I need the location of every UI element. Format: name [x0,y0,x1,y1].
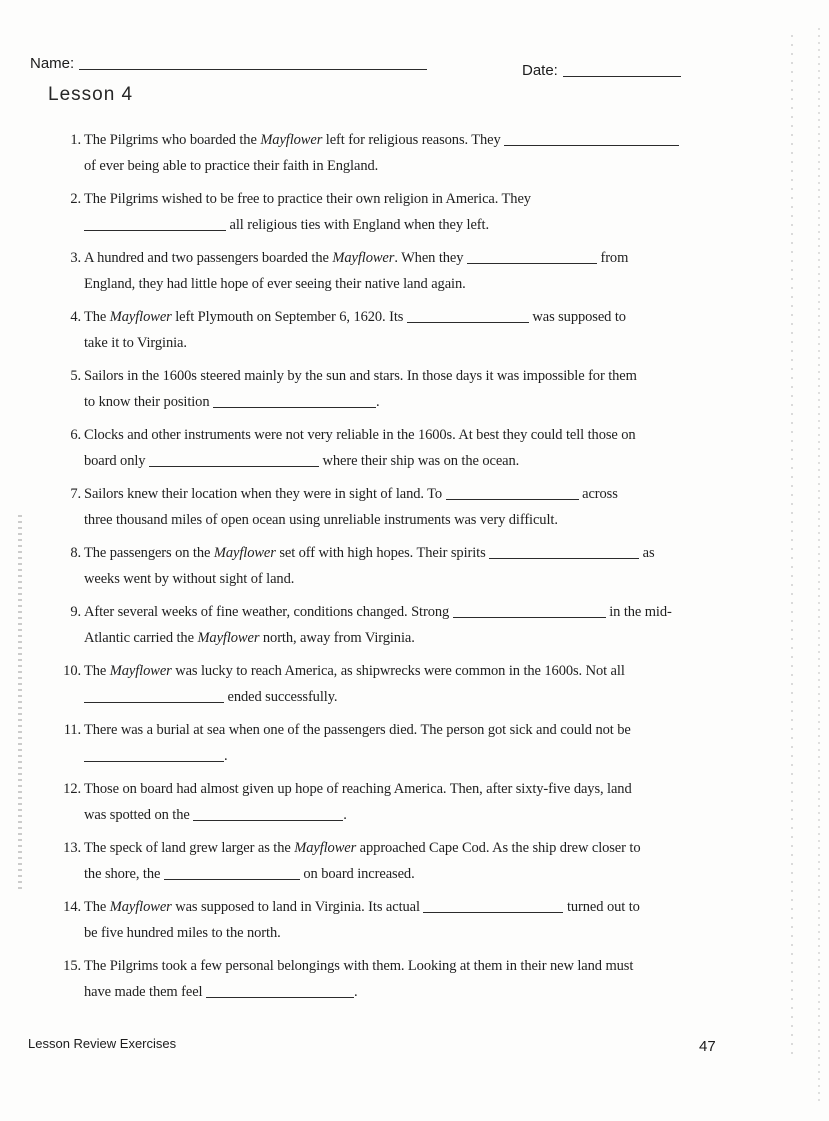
question-number: 9. [70,604,81,620]
lesson-title: Lesson 4 [48,84,134,105]
fill-in-blank-line [84,749,224,762]
question-text [84,186,793,238]
name-field-group [30,55,427,72]
question-number: 12. [63,781,81,797]
question-line: take it to Virginia. [84,335,187,351]
scan-artifact-left-margin [18,515,22,893]
question-line: A hundred and two passengers boarded the Mayflower. When they from [84,250,629,266]
question-number: 1. [70,132,81,148]
question-line: Clocks and other instruments were not very reliable in the 1600s. At best they could tell those on [84,427,636,443]
question-number: 13. [63,840,81,856]
question-row [48,540,793,592]
question-line: of ever being able to practice their faith in England. [84,158,379,174]
fill-in-blank-line [446,487,579,500]
fill-in-blank-line [423,900,563,913]
date-label: Date: [522,62,558,79]
questions-list [48,127,793,1012]
question-text [84,658,793,710]
question-row [48,422,793,474]
question-text [84,245,793,297]
question-number: 15. [63,958,81,974]
question-text [84,835,793,887]
question-text [84,540,793,592]
fill-in-blank-line [489,546,639,559]
question-line: The Pilgrims who boarded the Mayflower left for religious reasons. They [84,127,793,153]
question-line: The Mayflower was lucky to reach America, as shipwrecks were common in the 1600s. Not all [84,663,625,679]
question-row [48,186,793,238]
fill-in-blank-line [504,133,679,146]
question-line: board only where their ship was on the ocean. [84,453,520,469]
footer-label: Lesson Review Exercises [28,1036,177,1051]
question-row [48,894,793,946]
question-number: 2. [70,191,81,207]
question-text [84,894,793,946]
question-text [84,481,793,533]
question-line: Atlantic carried the Mayflower north, away from Virginia. [84,630,415,646]
date-write-line [563,64,681,77]
question-text [84,363,793,415]
question-text [84,953,793,1005]
question-number: 14. [63,899,81,915]
question-line: England, they had little hope of ever seeing their native land again. [84,276,466,292]
scan-artifact-right-line-1 [791,35,793,1060]
question-line: The passengers on the Mayflower set off with high hopes. Their spirits as [84,545,655,561]
question-line: There was a burial at sea when one of the passengers died. The person got sick and could not be [84,722,631,738]
fill-in-blank-line [213,395,376,408]
question-line: three thousand miles of open ocean using unreliable instruments was very difficult. [84,512,558,528]
question-text [84,422,793,474]
fill-in-blank-line [164,867,300,880]
scan-artifact-right-line-2 [818,28,820,1105]
question-text [84,127,793,179]
question-line: have made them feel . [84,984,358,1000]
question-line: The speck of land grew larger as the Mayflower approached Cape Cod. As the ship drew closer to [84,840,641,856]
question-text [84,776,793,828]
question-row [48,245,793,297]
question-line: After several weeks of fine weather, conditions changed. Strong in the mid- [84,604,672,620]
question-text [84,717,793,769]
page-number: 47 [699,1038,716,1055]
question-number: 10. [63,663,81,679]
fill-in-blank-line [407,310,529,323]
question-line: all religious ties with England when they left. [84,212,793,238]
question-number: 4. [70,309,81,325]
fill-in-blank-line [84,690,224,703]
question-row [48,127,793,179]
header-row [0,55,829,81]
question-number: 11. [63,722,81,738]
question-row [48,599,793,651]
fill-in-blank-line [84,218,226,231]
question-line: . [84,743,793,769]
question-row [48,658,793,710]
question-line: The Pilgrims wished to be free to practice their own religion in America. They [84,191,531,207]
question-line: ended successfully. [84,684,793,710]
name-write-line [79,57,427,70]
question-text [84,599,793,651]
question-line: to know their position . [84,394,380,410]
question-line: The Pilgrims took a few personal belongings with them. Looking at them in their new land must [84,958,634,974]
question-text [84,304,793,356]
question-row [48,481,793,533]
question-row [48,835,793,887]
question-line: weeks went by without sight of land. [84,571,295,587]
name-label: Name: [30,55,75,72]
date-field-group [522,62,681,79]
question-row [48,776,793,828]
question-row [48,717,793,769]
fill-in-blank-line [467,251,597,264]
question-row [48,953,793,1005]
fill-in-blank-line [149,454,319,467]
question-line: the shore, the on board increased. [84,866,415,882]
fill-in-blank-line [206,985,354,998]
question-number: 5. [70,368,81,384]
fill-in-blank-line [193,808,343,821]
question-line: Sailors knew their location when they were in sight of land. To across [84,486,618,502]
question-line: The Mayflower was supposed to land in Virginia. Its actual turned out to [84,899,640,915]
question-number: 6. [70,427,81,443]
question-line: Sailors in the 1600s steered mainly by the sun and stars. In those days it was impossible for them [84,368,637,384]
question-row [48,363,793,415]
question-number: 7. [70,486,81,502]
fill-in-blank-line [453,605,606,618]
question-line: was spotted on the . [84,807,347,823]
question-row [48,304,793,356]
question-number: 8. [70,545,81,561]
question-number: 3. [70,250,81,266]
question-line: The Mayflower left Plymouth on September 6, 1620. Its was supposed to [84,309,626,325]
question-line: be five hundred miles to the north. [84,925,281,941]
question-line: Those on board had almost given up hope of reaching America. Then, after sixty-five days, land [84,781,632,797]
